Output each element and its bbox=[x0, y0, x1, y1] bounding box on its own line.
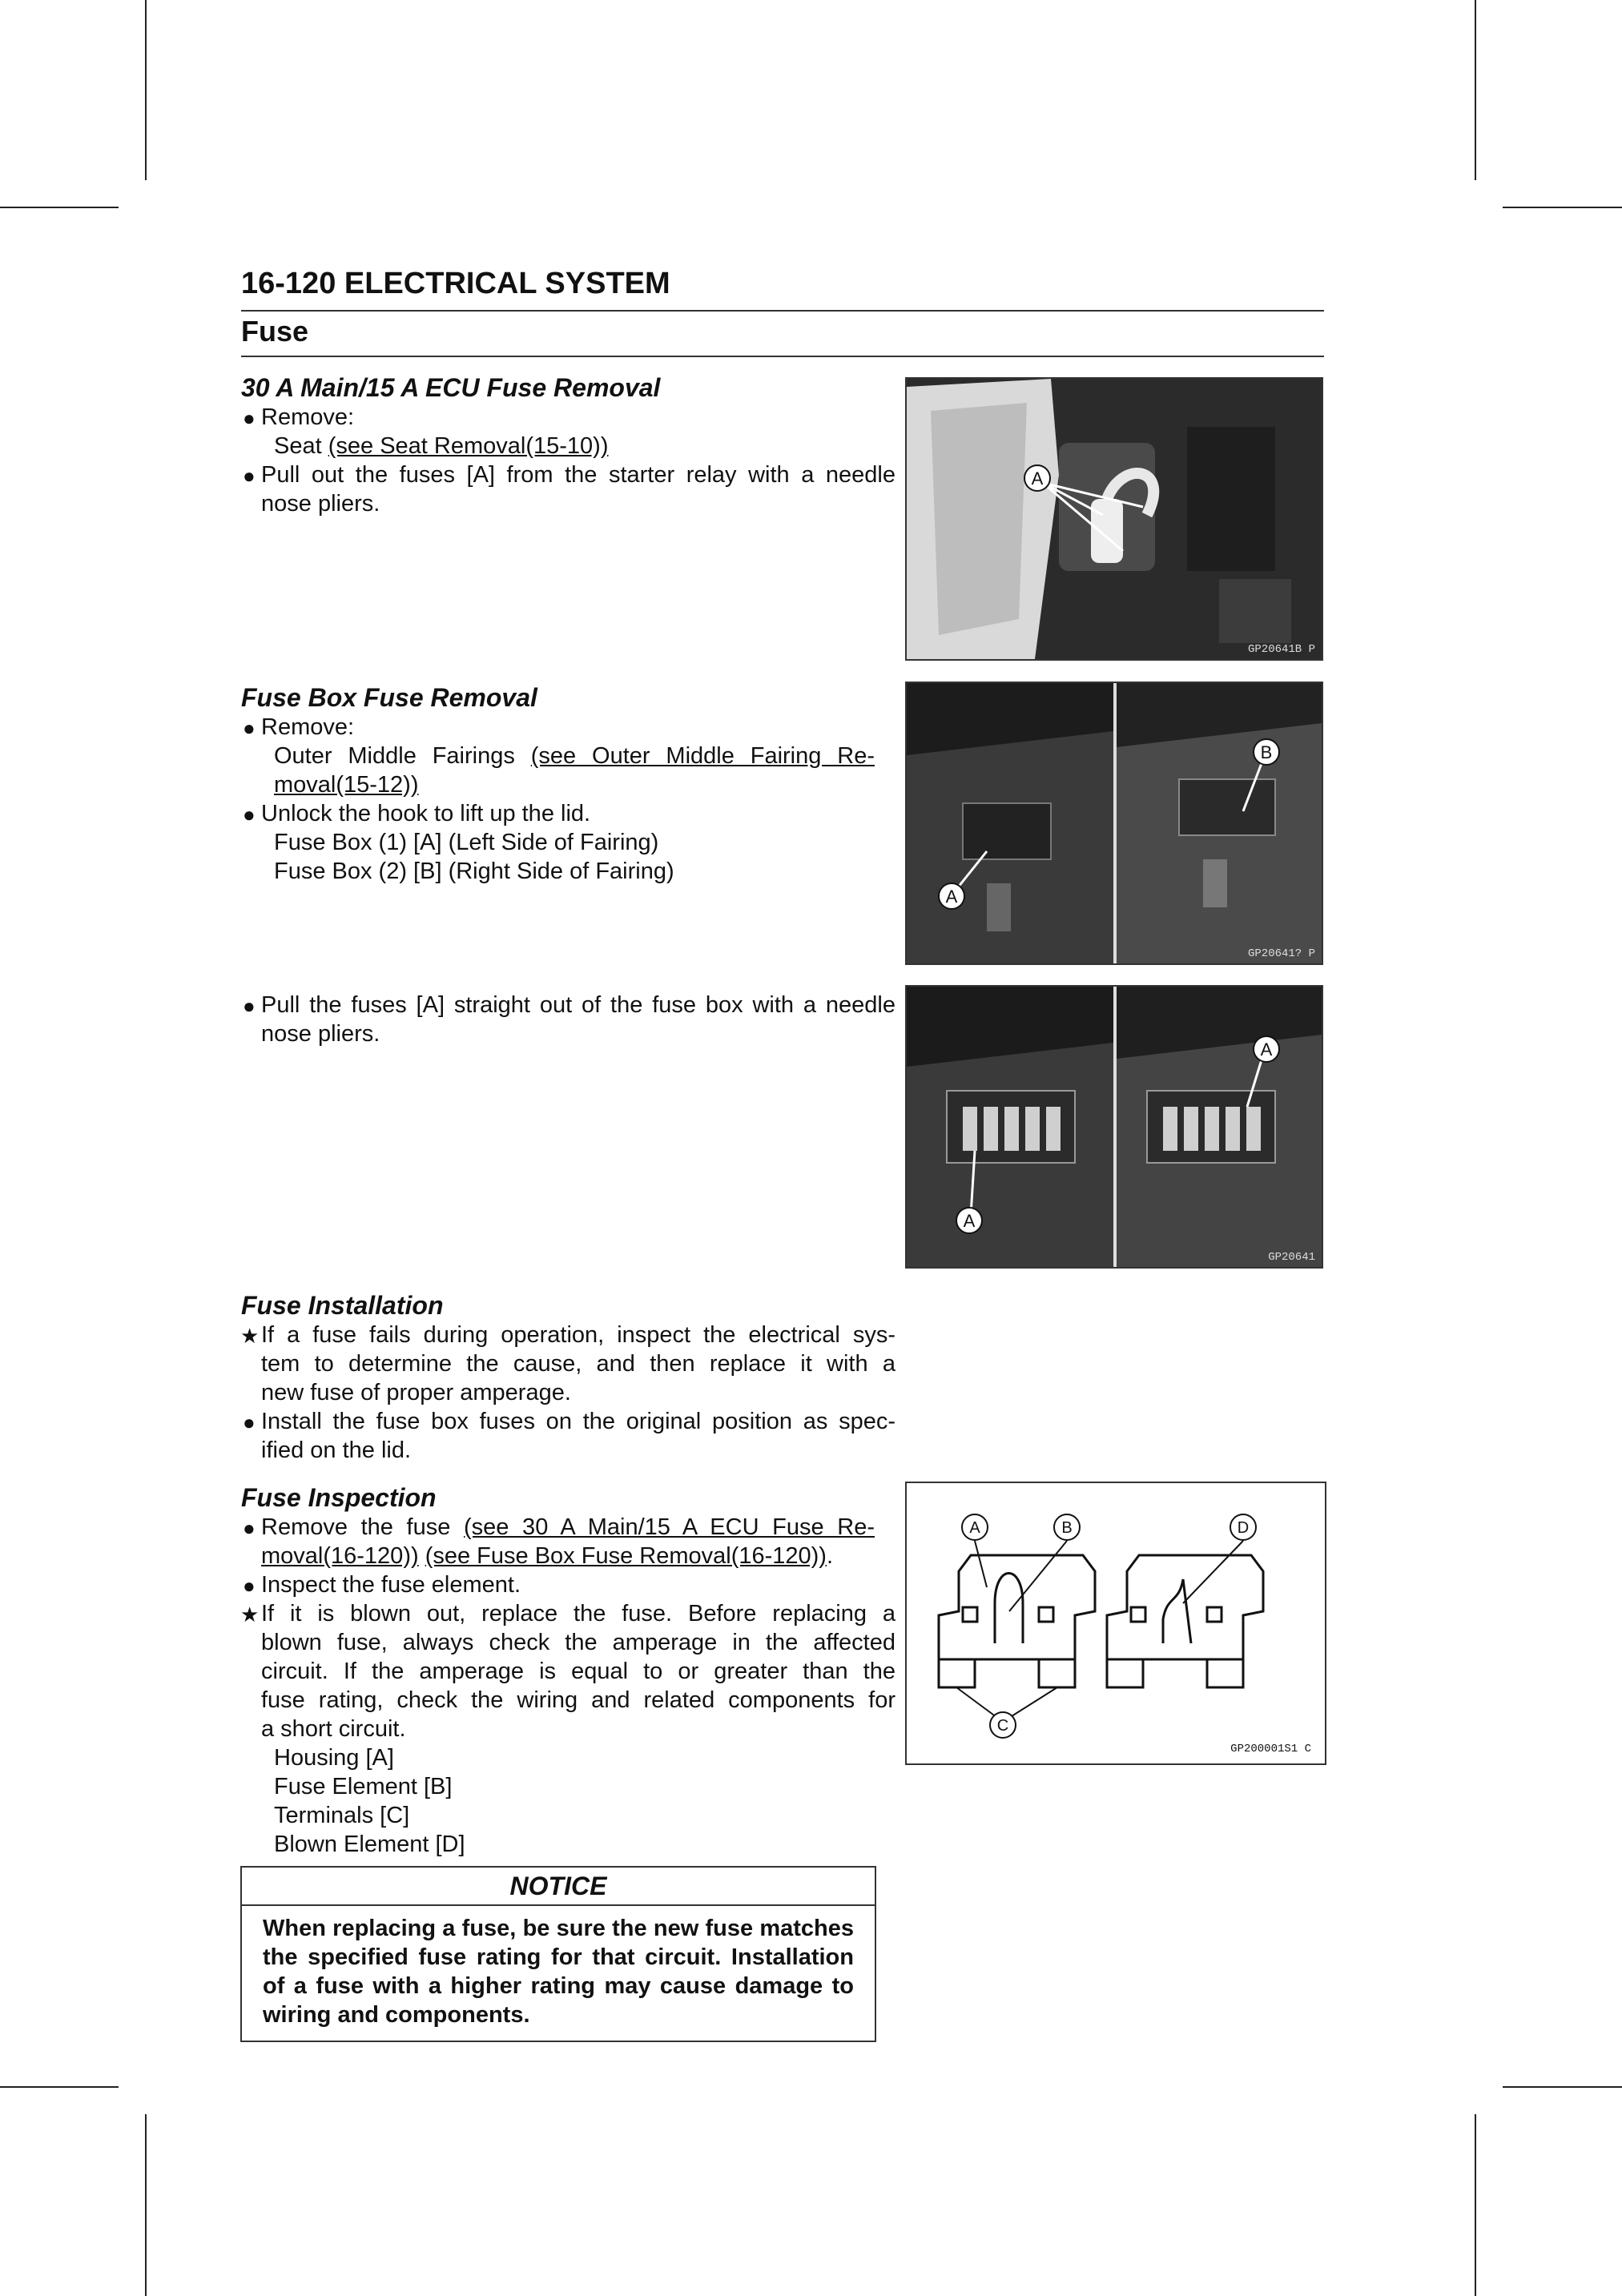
callout-a: A bbox=[1031, 468, 1044, 489]
heading-fuse-box-fuse-removal: Fuse Box Fuse Removal bbox=[241, 683, 537, 712]
diagram-fuse-parts bbox=[905, 1482, 1326, 1765]
notice-box bbox=[240, 1866, 876, 2042]
figure-code: GP20641 bbox=[1268, 1251, 1315, 1264]
bullet-icon: ● bbox=[243, 1516, 256, 1540]
label-c: C bbox=[996, 1717, 1009, 1735]
xref-link[interactable]: (see Fuse Box Fuse Removal(16-120)) bbox=[425, 1543, 827, 1569]
step-text: nose pliers. bbox=[261, 491, 380, 517]
xref-link[interactable]: (see 30 A Main/15 A ECU Fuse Re- bbox=[464, 1514, 875, 1540]
bullet-icon: ● bbox=[243, 464, 256, 488]
legend-text: Fuse Element [B] bbox=[274, 1774, 453, 1799]
step-text: Outer Middle Fairings (see Outer Middle Fairing Re- bbox=[274, 743, 875, 769]
photo-fuse-boxes bbox=[905, 682, 1323, 965]
crop-mark bbox=[1475, 2114, 1476, 2296]
star-icon: ★ bbox=[240, 1324, 260, 1348]
label-a: A bbox=[969, 1519, 980, 1537]
notice-title: NOTICE bbox=[242, 1868, 875, 1906]
label-b: B bbox=[1061, 1519, 1073, 1537]
step-text: ified on the lid. bbox=[261, 1438, 412, 1463]
star-icon: ★ bbox=[240, 1602, 260, 1627]
photo-fuse-pull bbox=[905, 985, 1323, 1269]
callout-a: A bbox=[963, 1211, 976, 1231]
crop-mark bbox=[0, 207, 119, 208]
notice-body: When replacing a fuse, be sure the new fuse matches the specified fuse rating for that circuit. Installation of a fuse with a higher rating may cause damage to wiring and components. bbox=[263, 1916, 854, 2028]
legend-text: Housing [A] bbox=[274, 1745, 394, 1771]
step-text: tem to determine the cause, and then replace it with a bbox=[261, 1351, 896, 1377]
step-text: Install the fuse box fuses on the original position as spec- bbox=[261, 1409, 896, 1434]
heading-fuse-installation: Fuse Installation bbox=[241, 1291, 444, 1320]
heading-fuse-inspection: Fuse Inspection bbox=[241, 1483, 437, 1512]
xref-link[interactable]: moval(15-12)) bbox=[274, 772, 419, 798]
figure-code: GP20641? P bbox=[1247, 947, 1315, 960]
xref-link[interactable]: moval(16-120)) bbox=[261, 1543, 419, 1569]
step-text: Fuse Box (2) [B] (Right Side of Fairing) bbox=[274, 858, 674, 884]
section-title: Fuse bbox=[241, 315, 309, 348]
step-text: Fuse Box (1) [A] (Left Side of Fairing) bbox=[274, 830, 659, 855]
bullet-icon: ● bbox=[243, 1574, 256, 1598]
step-text: Remove: bbox=[261, 404, 355, 430]
step-text: Inspect the fuse element. bbox=[261, 1572, 521, 1598]
crop-mark bbox=[0, 2086, 119, 2088]
label-d: D bbox=[1237, 1519, 1250, 1537]
step-text: a short circuit. bbox=[261, 1716, 406, 1742]
step-text: moval(16-120)) (see Fuse Box Fuse Removal(16-120)). bbox=[261, 1543, 834, 1569]
step-text: Remove: bbox=[261, 714, 355, 740]
section-rule bbox=[241, 356, 1324, 357]
callout-b: B bbox=[1260, 742, 1273, 762]
step-text: Seat (see Seat Removal(15-10)) bbox=[274, 433, 609, 459]
figure-code: GP200001S1 C bbox=[1230, 1743, 1311, 1755]
step-text bbox=[274, 770, 419, 799]
figure-code: GP20641B P bbox=[1247, 643, 1315, 656]
step-text: Pull the fuses [A] straight out of the fuse box with a needle bbox=[261, 992, 896, 1018]
xref-link[interactable]: (see Seat Removal(15-10)) bbox=[328, 433, 609, 459]
bullet-icon: ● bbox=[243, 406, 256, 430]
crop-mark bbox=[145, 2114, 147, 2296]
step-text: nose pliers. bbox=[261, 1021, 380, 1047]
bullet-icon: ● bbox=[243, 802, 256, 826]
step-text: new fuse of proper amperage. bbox=[261, 1380, 571, 1405]
crop-mark bbox=[1503, 2086, 1622, 2088]
photo-starter-relay-fuses bbox=[905, 377, 1323, 661]
step-text: circuit. If the amperage is equal to or greater than the bbox=[261, 1659, 896, 1684]
callout-a: A bbox=[1260, 1039, 1273, 1060]
legend-text: Blown Element [D] bbox=[274, 1832, 465, 1857]
step-text: If a fuse fails during operation, inspect the electrical sys- bbox=[261, 1322, 896, 1348]
heading-main-ecu-fuse-removal: 30 A Main/15 A ECU Fuse Removal bbox=[241, 373, 661, 402]
step-text: fuse rating, check the wiring and related components for bbox=[261, 1687, 896, 1713]
callout-a: A bbox=[945, 887, 958, 907]
header-rule bbox=[241, 310, 1324, 312]
bullet-icon: ● bbox=[243, 1410, 256, 1434]
step-text: Remove the fuse (see 30 A Main/15 A ECU Fuse Re- bbox=[261, 1514, 875, 1540]
step-text: Pull out the fuses [A] from the starter relay with a needle bbox=[261, 462, 896, 488]
step-text: Unlock the hook to lift up the lid. bbox=[261, 801, 591, 826]
crop-mark bbox=[145, 0, 147, 180]
bullet-icon: ● bbox=[243, 716, 256, 740]
crop-mark bbox=[1503, 207, 1622, 208]
step-text: If it is blown out, replace the fuse. Before replacing a bbox=[261, 1601, 896, 1627]
step-text: blown fuse, always check the amperage in the affected bbox=[261, 1630, 896, 1655]
crop-mark bbox=[1475, 0, 1476, 180]
xref-link[interactable]: (see Outer Middle Fairing Re- bbox=[530, 743, 875, 769]
legend-text: Terminals [C] bbox=[274, 1803, 410, 1828]
bullet-icon: ● bbox=[243, 994, 256, 1018]
page-title: 16-120 ELECTRICAL SYSTEM bbox=[241, 267, 670, 300]
